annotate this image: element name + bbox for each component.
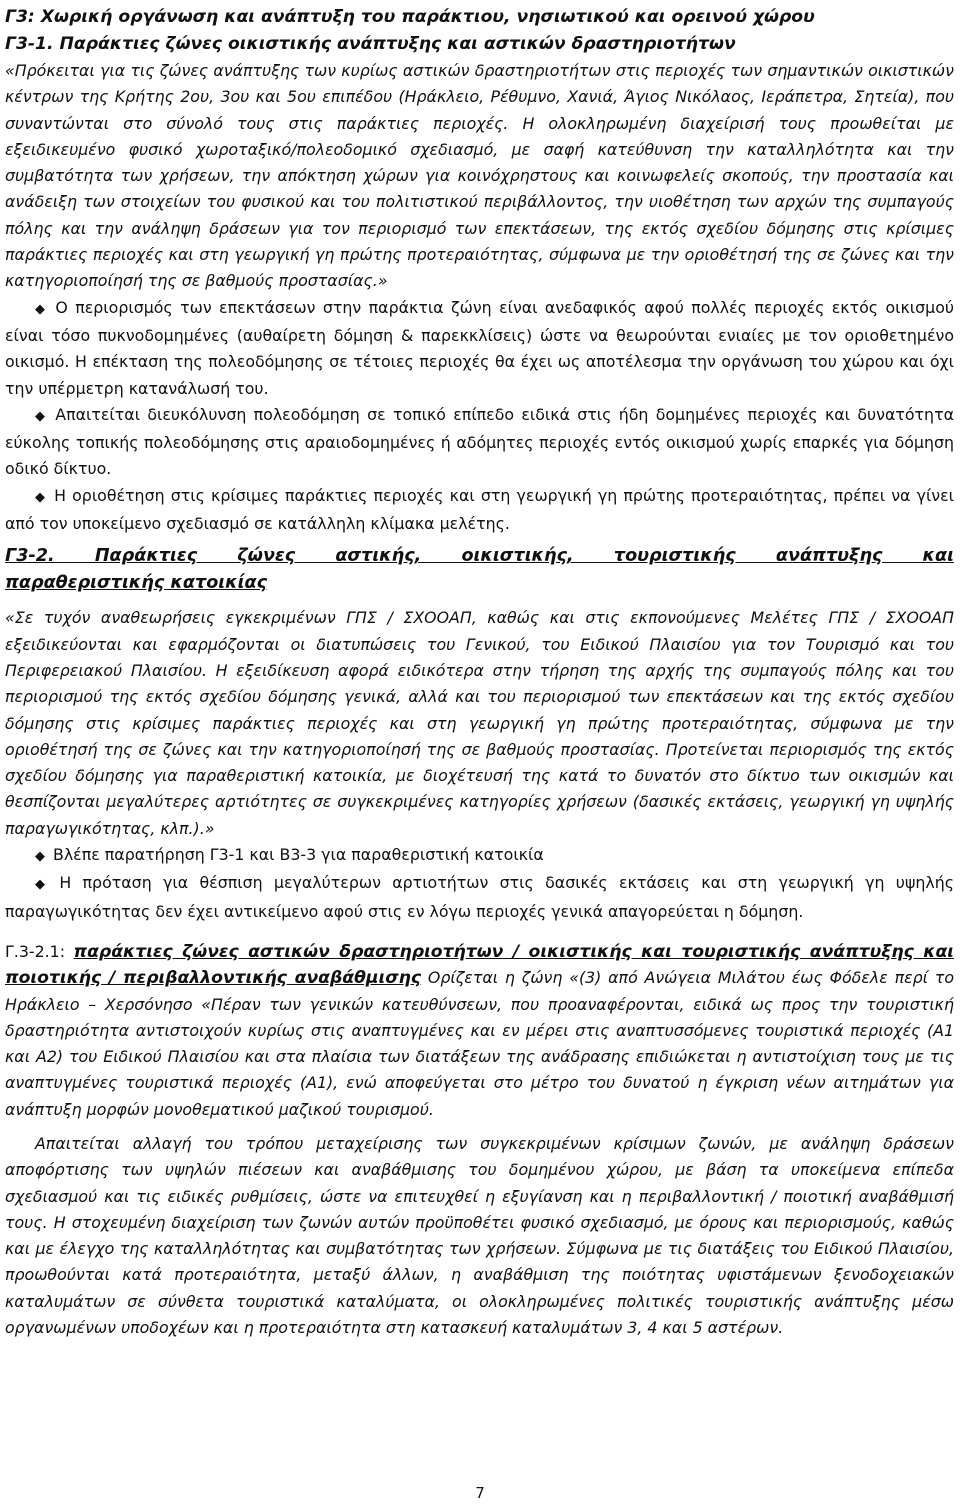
- bullet-paragraph-1: [5, 295, 954, 402]
- bullet-paragraph-3: [5, 483, 954, 538]
- diamond-bullet-icon: ◆: [35, 489, 47, 505]
- bullet-paragraph-4: [5, 842, 954, 870]
- diamond-bullet-icon: ◆: [35, 301, 48, 317]
- subsection-heading: παράκτιες ζώνες αστικών δραστηριοτήτων / οικιστικής και τουριστικής ανάπτυξης και ποιοτικής / περιβαλλοντικής αναβάθμισης: [5, 941, 954, 989]
- quote-paragraph-2: «Σε τυχόν αναθεωρήσεις εγκεκριμένων ΓΠΣ / ΣΧΟΟΑΠ, καθώς και στις εκπονούμενες Μελέτες ΓΠΣ / ΣΧΟΟΑΠ εξειδικεύονται και εφαρμόζονται οι διατυπώσεις του Γενικού, του Ειδικού Πλαισίου για τον Τουρισμό και του Περιφερειακού Πλαισίου. Η εξειδίκευση αφορά ειδικότερα στην τήρηση της αρχής της συμπαγούς πόλης και του περιορισμού της εκτός σχεδίου δόμησης γενικά, αλλά και του περιορισμού των επεκτάσεων και της εκτός σχεδίου δόμησης στις κρίσιμες παράκτιες περιοχές και στη γεωργική γη πρώτης προτεραιότητας, σύμφωνα με την οριοθέτησή της σε ζώνες και την κατηγοριοποίησή της σε βαθμούς προστασίας. Προτείνεται περιορισμός της εκτός σχεδίου δόμησης για παραθεριστική κατοικία, με διοχέτευσή της κατά το δυνατόν στο δίκτυο των οικισμών και θεσπίζονται μεγαλύτερες αρτιότητες σε συγκεκριμένες κατηγορίες χρήσεων (δασικές εκτάσεις, γεωργική γη υψηλής παραγωγικότητας, κλπ.).»: [5, 608, 954, 838]
- bullet-text-4: Βλέπε παρατήρηση Γ3-1 και Β3-3 για παραθεριστική κατοικία: [53, 845, 544, 865]
- bullet-text-2: Απαιτείται διευκόλυνση πολεοδόμηση σε τοπικό επίπεδο ειδικά στις ήδη δομημένες περιοχές και δυνατότητα εύκολης τοπικής πολεοδόμησης στις αραιοδομημένες ή αδόμητες περιοχές εντός οικισμού χωρίς επαρκές για δόμηση οδικό δίκτυο.: [5, 404, 954, 479]
- bullet-text-1: Ο περιορισμός των επεκτάσεων στην παράκτια ζώνη είναι ανεδαφικός αφού πολλές περιοχές εκτός οικισμού είναι τόσο πυκνοδομημένες (αυθαίρετη δόμηση & παρεκκλίσεις) ώστε να θεωρούνται ενιαίες με τον οριοθετημένο οικισμό. Η επέκταση της πολεοδόμησης σε τέτοιες περιοχές θα έχει ως αποτέλεσμα την οργάνωση του χώρου και όχι την υπέρμετρη κατανάλωσή του.: [5, 297, 954, 398]
- section-heading-g3-2-line1: Γ3-2. Παράκτιες ζώνες αστικής, οικιστικής, τουριστικής ανάπτυξης και: [5, 546, 954, 567]
- final-paragraph: Απαιτείται αλλαγή του τρόπου μεταχείρισης των συγκεκριμένων κρίσιμων ζωνών, με ανάληψη δράσεων αποφόρτισης των υψηλών πιέσεων και αναβάθμισης του δομημένου χώρου, με βάση τα υποκείμενα επίπεδα σχεδιασμού και τις ειδικές ρυθμίσεις, ώστε να επιτευχθεί η εξυγίανση και η περιβαλλοντική / ποιοτική αναβάθμισή τους. Η στοχευμένη διαχείριση των ζωνών αυτών προϋποθέτει φυσικό σχεδιασμό, με όρους και περιορισμούς, καθώς και με έλεγχο της καταλληλότητας και συμβατότητας των χρήσεων. Σύμφωνα με τις διατάξεις του Ειδικού Πλαισίου, προωθούνται κατά προτεραιότητα, μεταξύ άλλων, η αναβάθμιση της ποιότητας υφιστάμενων ξενοδοχειακών καταλυμάτων σε σύνθετα τουριστικά καταλύματα, οι ολοκληρωμένες πολιτικές τουριστικής ανάπτυξης μέσω οργανωμένων υποδοχέων και η προτεραιότητα στη κατασκευή καταλυμάτων 3, 4 και 5 αστέρων.: [5, 1133, 954, 1338]
- section-heading-g3-2-line2: παραθεριστικής κατοικίας: [5, 573, 268, 594]
- diamond-bullet-icon: ◆: [35, 877, 52, 893]
- diamond-bullet-icon: ◆: [35, 849, 45, 865]
- bullet-paragraph-2: [5, 402, 954, 483]
- subsection-paragraph: [5, 939, 954, 1123]
- page-number: 7: [475, 1484, 485, 1502]
- section-heading-g3-1: Γ3-1. Παράκτιες ζώνες οικιστικής ανάπτυξης και αστικών δραστηριοτήτων: [5, 34, 736, 54]
- diamond-bullet-icon: ◆: [35, 408, 48, 424]
- bullet-text-3: Η οριοθέτηση στις κρίσιμες παράκτιες περιοχές και στη γεωργική γη πρώτης προτεραιότητας, πρέπει να γίνει από τον υποκείμενο σχεδιασμό σε κατάλληλη κλίμακα μελέτης.: [5, 485, 955, 534]
- quote-paragraph-1: «Πρόκειται για τις ζώνες ανάπτυξης των κυρίως αστικών δραστηριοτήτων στις περιοχές των σημαντικών οικιστικών κέντρων της Κρήτης 2ου, 3ου και 5ου επιπέδου (Ηράκλειο, Ρέθυμνο, Χανιά, Άγιος Νικόλαος, Ιεράπετρα, Σητεία), που συναντώνται στο σύνολό τους στις παράκτιες περιοχές. Η ολοκληρωμένη διαχείρισή τους προωθείται με εξειδικευμένο φυσικό χωροταξικό/πολεοδομικό σχεδιασμό, με σαφή κατεύθυνση την καταλληλότητα και την συμβατότητα των χρήσεων, την απόκτηση χώρων για κοινόχρηστους και κοινωφελείς σκοπούς, την προστασία και ανάδειξη των στοιχείων του φυσικού και του πολιτιστικού περιβάλλοντος, την υιοθέτηση των αρχών της συμπαγούς πόλης και την ανάληψη δράσεων για τον περιορισμό των επεκτάσεων, της εκτός σχεδίου δόμησης στις κρίσιμες παράκτιες περιοχές και στη γεωργική γη πρώτης προτεραιότητας, σύμφωνα με την οριοθέτησή της σε ζώνες και την κατηγοριοποίησή της σε βαθμούς προστασίας.»: [5, 61, 954, 291]
- section-heading-g3: Γ3: Χωρική οργάνωση και ανάπτυξη του παράκτιου, νησιωτικού και ορεινού χώρου: [5, 7, 815, 27]
- bullet-text-5: Η πρόταση για θέσπιση μεγαλύτερων αρτιοτήτων στις δασικές εκτάσεις και στη γεωργική γη υψηλής παραγωγικότητας δεν έχει αντικείμενο αφού στις εν λόγω περιοχές γενικά απαγορεύεται η δόμηση.: [5, 873, 955, 921]
- bullet-paragraph-5: [5, 870, 954, 925]
- subsection-text: Ορίζεται η ζώνη «(3) από Ανώγεια Μιλάτου έως Φόδελε περί το Ηράκλειο – Χερσόνησο «Πέραν των γενικών κατευθύνσεων, που προαναφέρονται, ειδικά ως προς την τουριστική δραστηριότητα αντιστοιχούν κυρίως στις αναπτυγμένες και εν μέρει στις αναπτυσσόμενες τουριστικά περιοχές (Α1 και Α2) του Ειδικού Πλαισίου και στα πλαίσια των διατάξεων της ανάδρασης επιδιώκεται η αντιστοίχιση τους με τις αναπτυγμένες τουριστικά περιοχές (Α1), ενώ αποφεύγεται στο μέτρο του δυνατού η έγκριση νέων αιτημάτων για ανάπτυξη μορφών μονοθεματικού μαζικού τουρισμού.: [5, 968, 954, 1119]
- subsection-number: Γ.3-2.1:: [5, 941, 66, 961]
